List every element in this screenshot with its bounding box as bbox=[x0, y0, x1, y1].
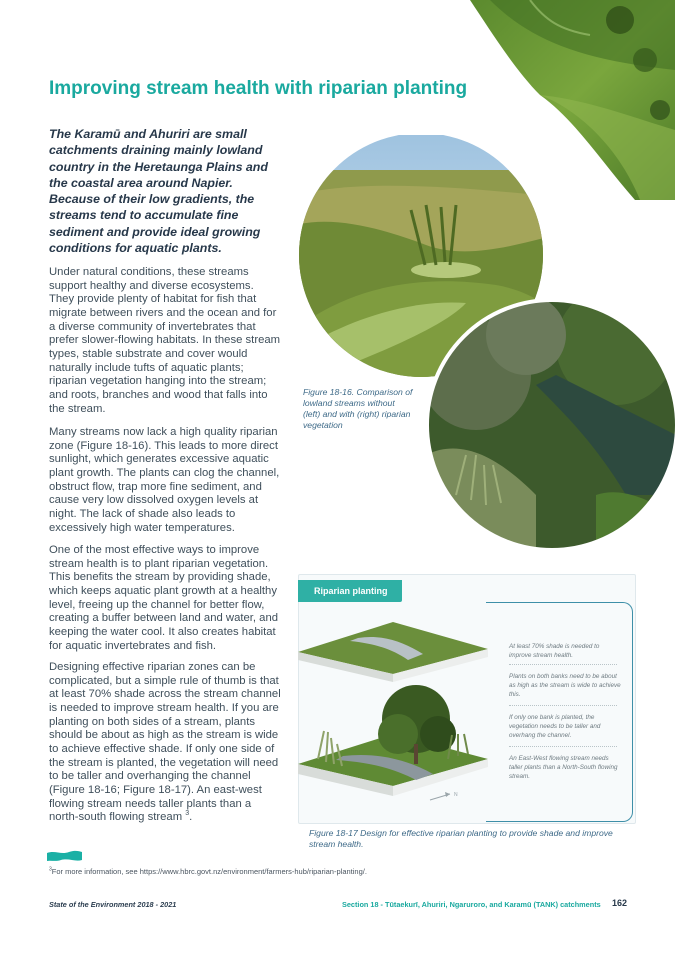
unplanted-stream-block bbox=[298, 622, 488, 682]
stream-comparison-photos bbox=[296, 135, 675, 560]
diagram-note-4: An East-West flowing stream needs taller plants than a North-South flowing stream. bbox=[509, 755, 618, 780]
lede-paragraph: The Karamū and Ahuriri are small catchments draining mainly lowland country in the Heretaunga Plains and the coastal area around Napier. Because of their low gradients, the streams tend to accumulate fine sediment and provide ideal growing conditions for aquatic plants. bbox=[49, 127, 268, 256]
figure-18-17-caption: Figure 18-17 Design for effective riparian planting to provide shade and improve stream health. bbox=[309, 828, 613, 849]
page-title: Improving stream health with riparian planting bbox=[49, 78, 468, 99]
planted-stream-block bbox=[298, 685, 488, 796]
diagram-separator bbox=[509, 746, 617, 747]
body-paragraph-1: Under natural conditions, these streams support healthy and diverse ecosystems. They provide plenty of habitat for fish that migrate between rivers and the ocean and for a diverse community of invertebrates that prefer slower-flowing habitats. In these stream types, stable substrate and cover would naturally include tufts of aquatic plants; riparian vegetation hanging into the stream; and roots, branches and wood that falls into the stream. bbox=[49, 266, 281, 415]
diagram-note-2: Plants on both banks need to be about as high as the stream is wide to achieve this. bbox=[509, 673, 621, 698]
diagram-note-3: If only one bank is planted, the vegetation needs to be taller and overhang the channel. bbox=[509, 714, 601, 739]
body-paragraph-4-text: Designing effective riparian zones can be complicated, but a simple rule of thumb is that at least 70% shade across the stream channel is needed to improve stream health. If you are planting on both sides of a stream, plants should be about as high as the stream is wide to achieve effective shade. If only one side of the stream is planted, the vegetation will need to be taller and overhanging the channel (Figure 18-16; Figure 18-17). An east-west flowing stream needs taller plants than a north-south flowing stream bbox=[49, 661, 281, 824]
diagram-illustration bbox=[298, 574, 636, 824]
diagram-separator bbox=[509, 705, 617, 706]
footnote-reference[interactable]: 3 bbox=[185, 810, 190, 818]
compass-arrow-icon bbox=[430, 792, 450, 800]
figure-18-16-caption: Figure 18-16. Comparison of lowland streams without (left) and with (right) riparian vegetation bbox=[303, 387, 413, 430]
body-paragraph-4: Designing effective riparian zones can be complicated, but a simple rule of thumb is that at least 70% shade across the stream channel is needed to improve stream health. If you are planting on both sides of a stream, plants should be about as high as the stream is wide to achieve effective shade. If only one side of the stream is planted, the vegetation will need to be taller and overhanging the channel (Figure 18-16; Figure 18-17). An east-west flowing stream needs taller plants than a north-south flowing stream $^3$. bbox=[49, 661, 281, 824]
diagram-label: Riparian planting bbox=[298, 580, 402, 602]
page-number: 162 bbox=[612, 898, 628, 908]
body-paragraph-3: One of the most effective ways to improve stream health is to plant riparian vegetation. This benefits the stream by providing shade, which keeps aquatic plant growth at a healthy level, freeing up the channel for better flow, creating a buffer between land and water, and keeping the water cool. It also creates habitat for aquatic invertebrates and fish. bbox=[49, 544, 279, 652]
footnote-number: 3 bbox=[49, 866, 52, 873]
compass-label: N bbox=[454, 792, 458, 798]
wave-accent-icon bbox=[47, 850, 82, 862]
footer-section-title: Section 18 - Tūtaekurī, Ahuriri, Ngaruroro, and Karamū (TANK) catchments bbox=[342, 900, 601, 909]
footer-publication-title: State of the Environment 2018 - 2021 bbox=[49, 900, 177, 909]
diagram-separator bbox=[509, 664, 617, 665]
body-paragraph-2: Many streams now lack a high quality riparian zone (Figure 18-16). This leads to more direct sunlight, which generates excessive aquatic plant growth. The plants can clog the channel, obstruct flow, trap more fine sediment, and cause very low dissolved oxygen levels at night. The lack of shade also leads to excessively high water temperatures. bbox=[49, 426, 280, 534]
footnote-text[interactable]: For more information, see https://www.hbrc.govt.nz/environment/farmers-hub/riparian-planting/. bbox=[51, 867, 367, 876]
diagram-note-1: At least 70% shade is needed to improve stream health. bbox=[509, 643, 600, 659]
riparian-planting-diagram bbox=[298, 574, 636, 824]
footnote bbox=[49, 867, 367, 876]
